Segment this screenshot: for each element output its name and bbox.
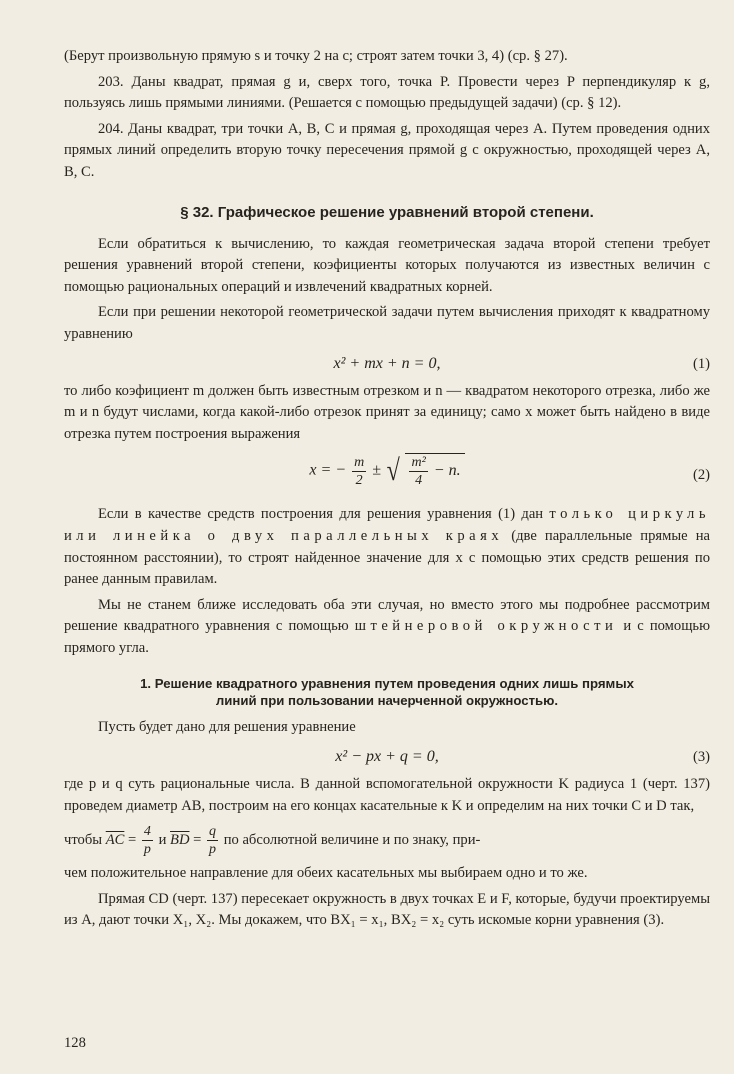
equation-2-root-num: m² (411, 455, 426, 471)
equation-2-radicand (405, 453, 464, 489)
fraction-line-lead: чтобы (64, 832, 103, 849)
paragraph-solve-lead: Если при решении некоторой геометрической задачи путем вычисления приходят к квадратному уравнению (64, 304, 710, 342)
equation-3 (64, 743, 710, 771)
problem-204: 204. Даны квадрат, три точки A, B, C и прямая g, проходящая через A. Путем проведения одних прямых линий определить вторую точку пересечения прямой g с окружностью, проходящей через A, B, C. (64, 120, 710, 180)
equation-2-tail: − n. (433, 462, 461, 480)
paragraph-positive: чем положительное направление для обеих касательных мы выбираем одно и то же. (64, 865, 588, 882)
equation-1 (64, 350, 710, 378)
paragraph-continued: (Берут произвольную прямую s и точку 2 на c; строят затем точки 3, 4) (ср. § 27). (64, 48, 568, 64)
paragraph-closer (64, 595, 710, 660)
equation-2-pm: ± (372, 461, 382, 479)
paragraph-tools-b: (две параллельные прямые на постоянном расстоянии), то строят найденное значение для x с помощью этих средств решения по ранее данным правилам. (64, 527, 710, 588)
subsection-title-line-2: линий при пользовании начерченной окружностью. (215, 693, 559, 709)
fraction-ac (142, 823, 153, 858)
equation-2-number: (2) (692, 467, 710, 484)
subsection-title (64, 675, 710, 709)
fraction-and: и (158, 832, 167, 849)
paragraph-tools-a: Если в качестве средств построения для решения уравнения (1) дан (98, 506, 550, 523)
equation-2-root-den: 4 (415, 473, 423, 489)
fraction-bd-num: q (209, 824, 217, 840)
radical-sign: √ (386, 454, 400, 488)
fraction-line-tail: по абсолютной величине и по знаку, при- (223, 832, 481, 849)
spaced-emphasis-steiner: штейнеровой окружности (354, 618, 618, 635)
equation-1-number: (1) (692, 355, 710, 372)
paragraph-intro: Если обратиться к вычислению, то каждая геометрическая задача второй степени требует решения уравнений второй степени, коэфициенты которых получаются из известных величин с помощью рациональных операций и извлечений квадратных корней. (64, 235, 710, 295)
paragraph-given: Пусть будет дано для решения уравнение (98, 719, 356, 736)
section-title: § 32. Графическое решение уравнений второй степени. (180, 203, 594, 221)
segment-ac: $\overline{AC}$ (105, 832, 125, 849)
equation-2-fraction-den: 2 (355, 472, 363, 488)
paragraph-closer-b: и с помощью прямого угла. (64, 618, 710, 656)
subsection-title-line-1: 1. Решение квадратного уравнения путем проведения одних лишь прямых (140, 676, 634, 692)
equation-2-root-fraction (409, 454, 427, 489)
fraction-bd (207, 823, 218, 858)
paragraph-closer-a: Мы не станем ближе исследовать оба эти случая, но вместо этого мы подробнее рассмотрим решение квадратного уравнения с помощью (64, 596, 710, 635)
spaced-emphasis-tools: только циркуль или линейка о двух параллельных краях (64, 506, 710, 544)
paragraph-where: где p и q суть рациональные числа. В данной вспомогательной окружности K радиуса 1 (черт. 137) проведем диаметр AB, построим на его концах касательные к K и определим на них точки C и D так, (64, 776, 710, 814)
equation-3-body: x² − px + q = 0, (335, 748, 439, 766)
segment-bd: $\overline{BD}$ (170, 832, 190, 849)
paragraph-fractions: чтобы $\overline{AC}$ = $\frac{4}{p}$ и $\overline{BD}$ = $\frac{q}{p}$ по абсолютной величине и по знаку, при- (64, 824, 481, 858)
fraction-bd-den: p (209, 842, 217, 858)
equation-2-lhs: x = − (309, 461, 347, 479)
paragraph-either: то либо коэфициент m должен быть известным отрезком и n — квадратом некоторого отрезка, либо же m и n будут числами, когда какой-либо отрезок принят за единицу; само x может быть найдено в виде отрезка путем построения выражения (64, 382, 710, 442)
page-number: 128 (64, 1035, 86, 1051)
equation-2-fraction (352, 454, 366, 489)
fraction-ac-num: 4 (143, 824, 151, 840)
equation-2 (64, 449, 710, 501)
equation-2-body (64, 453, 710, 489)
paragraph-line-cd: Прямая CD (черт. 137) пересекает окружность в двух точках E и F, которые, будучи проектируемы из A, дают точки X₁, X₂. Мы докажем, что BX₁ = x₁, BX₂ = x₂ суть искомые корни уравнения (3). (64, 890, 710, 929)
problem-203: 203. Даны квадрат, прямая g и, сверх того, точка P. Провести через P перпендикуляр к g, пользуясь лишь прямыми линиями. (Решается с помощью предыдущей задачи) (ср. § 12). (64, 73, 710, 112)
equation-2-fraction-num: m (354, 454, 365, 470)
equation-3-number: (3) (692, 749, 710, 766)
fraction-ac-den: p (143, 842, 151, 858)
paragraph-tools (64, 504, 710, 590)
equation-1-body: x² + mx + n = 0, (333, 354, 441, 372)
